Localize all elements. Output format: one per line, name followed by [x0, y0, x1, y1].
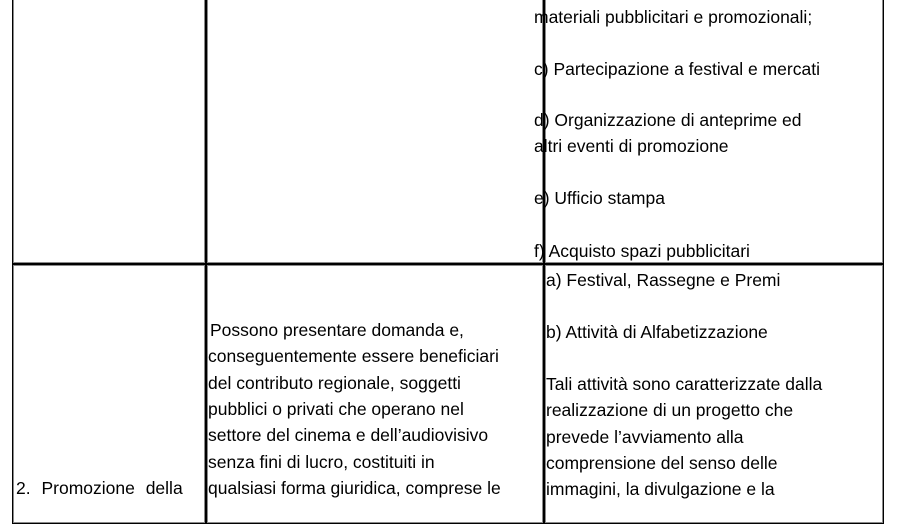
- beneficiary-line: pubblici o privati che operano nel: [208, 399, 464, 419]
- beneficiary-line: conseguentemente essere beneficiari: [208, 346, 499, 366]
- activity-line: b) Attività di Alfabetizzazione: [546, 322, 768, 342]
- activity-line: f) Acquisto spazi pubblicitari: [534, 241, 750, 261]
- beneficiary-line: senza fini di lucro, costituiti in: [208, 452, 435, 472]
- activity-line: e) Ufficio stampa: [534, 188, 665, 208]
- beneficiary-line: Possono presentare domanda e,: [210, 320, 464, 340]
- activity-line: c) Partecipazione a festival e mercati: [534, 59, 820, 79]
- activity-line: comprensione del senso delle: [546, 453, 778, 473]
- activity-line: altri eventi di promozione: [534, 136, 729, 156]
- activity-line: immagini, la divulgazione e la: [546, 479, 775, 499]
- table-cell-category: [12, 0, 206, 264]
- beneficiary-line: settore del cinema e dell’audiovisivo: [208, 425, 489, 445]
- activity-line: realizzazione di un progetto che: [546, 400, 794, 420]
- activity-line: Tali attività sono caratterizzate dalla: [546, 374, 823, 394]
- activity-line: d) Organizzazione di anteprime ed: [534, 110, 802, 130]
- category-line: 2. Promozione della: [16, 478, 183, 498]
- beneficiary-line: qualsiasi forma giuridica, comprese le: [208, 478, 501, 498]
- table-cell-beneficiaries: [206, 0, 544, 264]
- activity-line: a) Festival, Rassegne e Premi: [546, 270, 781, 290]
- activity-line: prevede l’avviamento alla: [546, 427, 744, 447]
- activity-line: materiali pubblicitari e promozionali;: [534, 7, 813, 27]
- beneficiary-line: del contributo regionale, soggetti: [208, 373, 461, 393]
